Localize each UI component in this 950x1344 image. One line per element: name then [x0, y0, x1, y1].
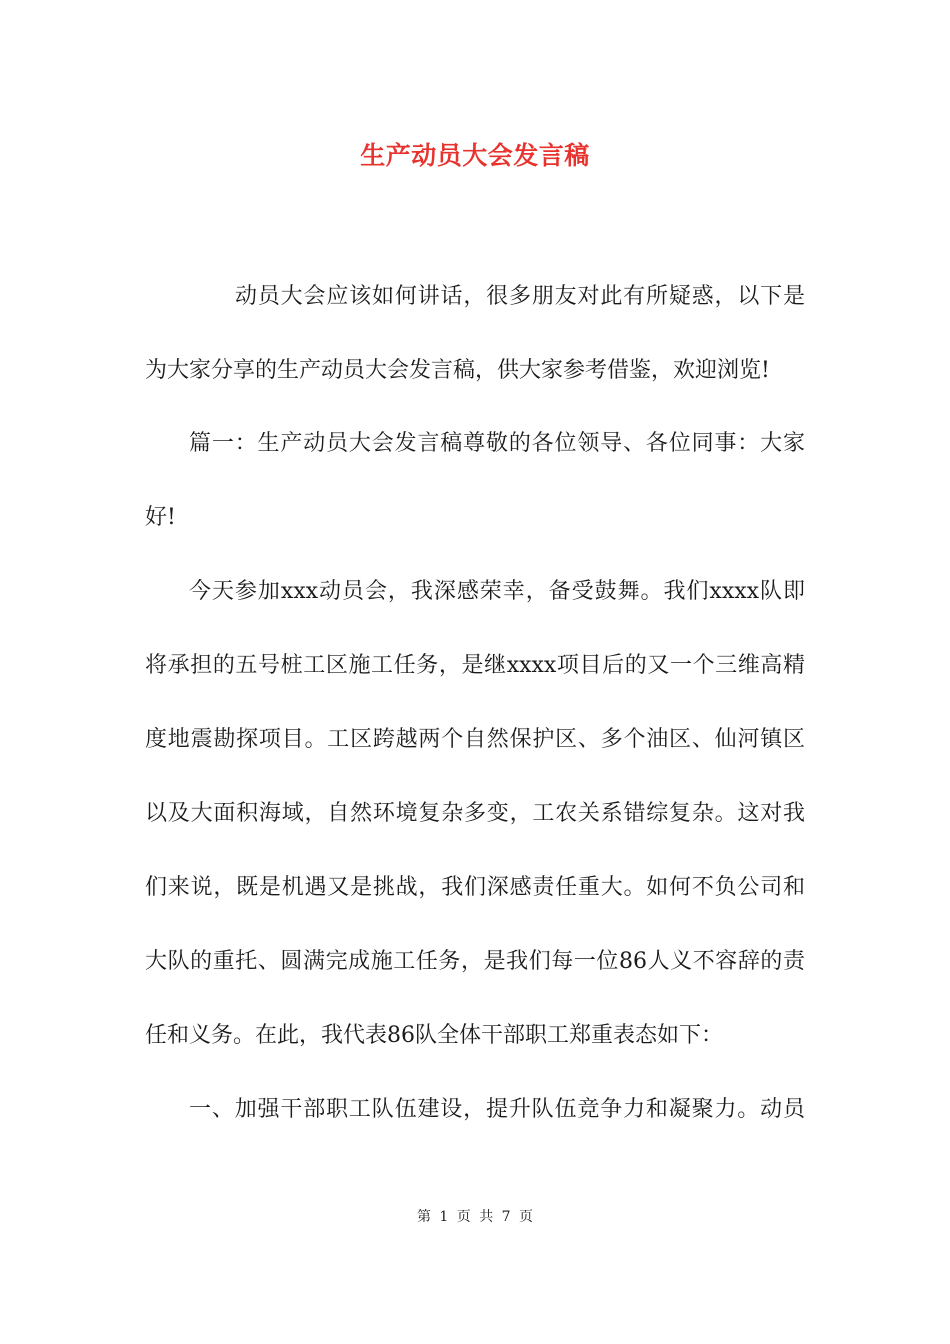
paragraph-line: 以及大面积海域，自然环境复杂多变，工农关系错综复杂。这对我: [145, 801, 805, 826]
paragraph-line: 度地震勘探项目。工区跨越两个自然保护区、多个油区、仙河镇区: [145, 727, 805, 752]
paragraph-line: 大队的重托、圆满完成施工任务，是我们每一位86人义不容辞的责: [145, 949, 805, 974]
paragraph-line: 们来说，既是机遇又是挑战，我们深感责任重大。如何不负公司和: [145, 875, 805, 900]
document-title: 生产动员大会发言稿: [360, 141, 590, 170]
paragraph-line: 为大家分享的生产动员大会发言稿，供大家参考借鉴，欢迎浏览!: [145, 358, 770, 383]
page-number: 第 1 页 共 7 页: [416, 1209, 534, 1225]
paragraph-line: 任和义务。在此，我代表86队全体干部职工郑重表态如下：: [145, 1023, 723, 1048]
paragraph-line: 篇一：生产动员大会发言稿尊敬的各位领导、各位同事：大家: [189, 431, 805, 456]
paragraph-line: 一、加强干部职工队伍建设，提升队伍竞争力和凝聚力。动员: [189, 1097, 805, 1122]
paragraph-line: 今天参加xxx动员会，我深感荣幸，备受鼓舞。我们xxxx队即: [189, 579, 805, 604]
paragraph-line: 好!: [145, 505, 176, 530]
paragraph-line: 动员大会应该如何讲话，很多朋友对此有所疑惑，以下是: [235, 284, 805, 309]
paragraph-line: 将承担的五号桩工区施工任务，是继xxxx项目后的又一个三维高精: [145, 653, 805, 678]
